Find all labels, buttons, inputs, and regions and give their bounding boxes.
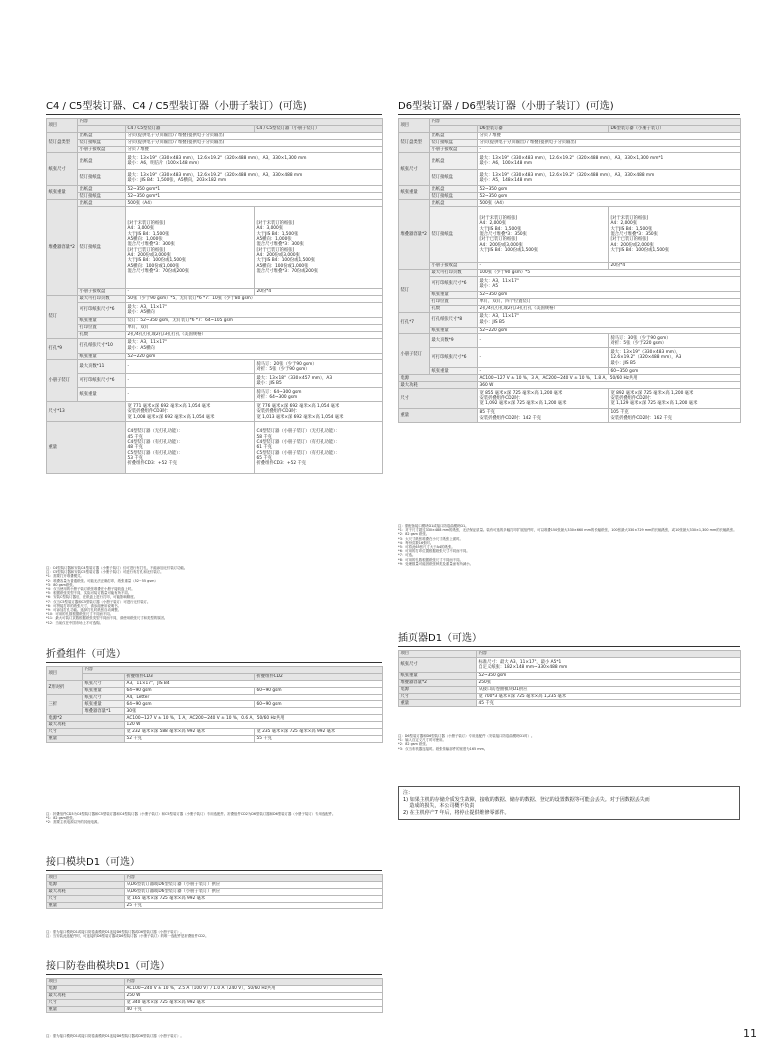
d6-row-label: 最大页数*9 <box>430 334 478 348</box>
fold-row-label: 电源*2 <box>47 715 125 722</box>
ifd1-spec-table <box>46 874 383 909</box>
d6-cell: 2孔/4孔打孔或2孔/3孔打孔（美国规格） <box>478 305 741 312</box>
d6-cell: 单钉，双钉，四个位置装订 <box>478 298 741 305</box>
d6-row-label: 最大可打印页数 <box>430 270 478 277</box>
c4-group-punch: 打孔*9 <box>47 338 78 360</box>
fold-row-label: 最大功耗 <box>47 722 125 729</box>
d6-row-label: 出纸盘 <box>430 132 478 139</box>
fold-cell: A3，11×17"，JIS B4 <box>125 680 383 687</box>
inserter-section-title: 插页器D1（可选） <box>398 632 740 647</box>
d6-row-label: 纸张重量 <box>430 368 478 375</box>
c4-cell: C4型装订器（小册子装订）（无打孔功能）： 58 千克 C4型装订器（小册子装订）（有打孔功能）： 61 千克 C5型装订器（小册子装订）（有打孔功能）： 65 千克 折叠组件CD3：+52 千克 <box>255 422 383 474</box>
ifd1-cell: 从D6型装订器或D6型装订器（小册子装订）供应 <box>125 881 383 888</box>
decurl-cell: 宽 340 毫米×深 725 毫米×高 992 毫米 <box>125 999 383 1006</box>
c4-cell: - <box>126 388 255 402</box>
fold-group-z: Z形对折 <box>47 680 83 694</box>
fold-row-label: 尺寸 <box>47 729 125 736</box>
fold-cell: 宽 232 毫米×深 588 毫米×高 992 毫米 <box>125 729 255 736</box>
fold-row-label: 纸张重量 <box>83 687 125 694</box>
c4-cell: 20份*4 <box>255 289 383 296</box>
inserter-cell: 从接口防卷曲模块D1供应 <box>477 686 741 693</box>
d6-cell: 52~350 gsm <box>478 193 741 200</box>
c4-cell: 52~350 gsm*1 <box>126 193 383 200</box>
d6-row-label: 重量 <box>399 409 478 423</box>
d6-cell: 20份*4 <box>609 263 741 270</box>
fold-cell: A4，Letter <box>125 694 383 701</box>
important-notice-box: 注： 1) 如果主机的存储介质发生故障，接收的数据、储存的数据、登记的设置数据等可能会丢失。对于因数据丢失而 造成的损失，本公司概不负责 2) 在主机停产7 年后，将停止提供维修零部件。 <box>398 786 740 820</box>
c4-cell: - <box>126 374 255 388</box>
c4-row-label: 孔数 <box>78 331 126 338</box>
fold-cell: 120 W <box>125 722 383 729</box>
d6-cell: AC100~127 V ± 10 %，3 A，AC200~240 V ± 10 %，1.8 A，50/60 Hz共用 <box>478 375 741 382</box>
ifd1-row-label: 重量 <box>47 902 125 909</box>
d6-cell: 宽 855 毫米×深 725 毫米×高 1,200 毫米 安装折叠组件CD2时： 宽 1,092 毫米×深 725 毫米×高 1,200 毫米 <box>478 389 609 409</box>
d6-row-label: 尺寸 <box>399 389 478 409</box>
header-item: 项目 <box>47 119 78 133</box>
ifd1-section-title: 接口模块D1（可选） <box>46 856 382 871</box>
header-item: 项目 <box>47 667 83 681</box>
d6-notes: 注：需配备接口模块D1或接口防卷曲模块D1。 *1：对于尺寸超过330×488 mm的纸张，无法保证质量。装有可选的多幅打印扩展组件时，可以堆叠150张最大330×660 mm的长幅纸张，100张最大330×729 mm的长幅纸张，或10张最大330×1,300 mm的长幅纸张。 *2：82 gsm 纸张。 *3：大尺寸纸张堆叠在小尺寸纸张上面时。 *4：每份页数16张时。 *5：可将此65张尺寸大于A4的纸张。 *6：可用的打印位置根据纸张尺寸不同而不同。 *7：可选。 *8：可用的孔数根据纸张尺寸不同而不同。 *9：处理数量可能因纸张种类及重量而有所减小。 <box>398 524 737 566</box>
c4-cell: C4型装订器（无打孔功能）： 45 千克 C4型装订器（有打孔功能）： 48 千克 C5型装订器（有打孔功能）： 53 千克 折叠组件CD3：+52 千克 <box>126 422 255 474</box>
d6-row-label: 出纸盘 <box>430 153 478 170</box>
decurl-row-label: 电源 <box>47 985 125 992</box>
d6-cell: - <box>478 263 609 270</box>
d6-cell: 骑马订：30张（少于90 gsm） 对折：5张（少于220 gsm） <box>609 334 741 348</box>
d6-cell: 100张（少于90 gsm）*5 <box>478 270 741 277</box>
d6-header-empty <box>430 125 478 132</box>
inserter-row-label: 重量 <box>399 700 477 707</box>
decurl-row-label: 尺寸 <box>47 999 125 1006</box>
header-item: 项目 <box>47 875 125 882</box>
decurl-notes: 注：需为接口模块D1或接口防卷曲模块D1连接D6型装订器或D6型装订器（小册子装订）。 <box>46 1034 184 1038</box>
d6-cell: 105 千克 安装折叠组件CD2时：162 千克 <box>609 409 741 423</box>
c4-spec-table <box>46 118 383 474</box>
c4-cell: [对于未装订的纸张] A4：3,000张 大于JIS B4：1,500张 A5横向：1,000张 混合尺寸堆叠*3：300张 [对于已装订的纸张] A4：200份或3,000张 大于JIS B4：100份或1,500张 A5横向：100份或1,000张 混合尺寸堆叠*3：70份或200张 <box>126 207 255 289</box>
d6-row-label: 装订接纸盘 <box>430 139 478 146</box>
d6-cell: [对于未装订的纸张] A4：2,000张 大于JIS B4：1,500张 混合尺寸堆叠*3：350张 [对于已装订的纸张] A4：200份或2,000张 大于JIS B4：100份或1,500张 <box>609 207 741 263</box>
c4-cell: 2孔/4孔打孔或2孔/3孔打孔（美国规格） <box>126 331 383 338</box>
fold-row-label: 重量 <box>47 735 125 742</box>
d6-group-paper-weight: 纸张重量 <box>399 186 430 200</box>
c4-group-booklet: 小册子装订 <box>47 360 78 402</box>
d6-row-label: 出纸盘 <box>430 186 478 193</box>
d6-cell: - <box>478 334 609 348</box>
fold-cell: 64~90 gsm <box>125 687 255 694</box>
ifd1-notes: 注：需为接口模块D1或接口防卷曲模块D1连接D6型装订器或D6型装订器（小册子装订）。 注：当安装此选配件时，可连接的D6型装订器或D6型装订器（小册子装订）的唯一选配件是折叠组件CD2。 <box>46 930 209 939</box>
c4-group-size: 尺寸*13 <box>47 402 126 422</box>
d6-row-label: 小册子接收盘 <box>430 263 478 270</box>
d6-cell: 分页 / 堆叠 <box>478 132 741 139</box>
c4-cell: 分页(提供电子分页输出) / 堆叠(提供电子分页输出) <box>126 139 383 146</box>
c4-row-label: 纸张重量 <box>78 317 126 324</box>
d6-cell: 宽 892 毫米×深 725 毫米×高 1,200 毫米 安装折叠组件CD2时： 宽 1,129 毫米×深 725 毫米×高 1,200 毫米 <box>609 389 741 409</box>
fold-header-model1: 折叠组件CD3 <box>125 673 255 680</box>
c4-row-label: 出纸盘 <box>78 132 126 139</box>
c4-group-weight: 重量 <box>47 422 126 474</box>
c4-row-label: 最大可打印页数 <box>78 296 126 303</box>
d6-spec-table <box>398 118 741 423</box>
d6-row-label: 电源 <box>399 375 478 382</box>
d6-header-model2: D6型装订器（小册子装订） <box>609 125 741 132</box>
ifd1-row-label: 尺寸 <box>47 895 125 902</box>
c4-header-model2: C4 / C5型装订器（小册子装订） <box>255 125 383 132</box>
fold-row-label: 堆叠器容量*1 <box>83 708 125 715</box>
d6-row-label: 装订接纸盘 <box>430 193 478 200</box>
c4-row-label: 出纸盘 <box>78 200 126 207</box>
d6-cell: 52~350 gsm <box>478 186 741 193</box>
c4-cell: - <box>126 289 255 296</box>
inserter-row-label: 纸张重量 <box>399 672 477 679</box>
c4-row-label: 小册子接收盘 <box>78 289 126 296</box>
c4-row-label: 出纸盘 <box>78 186 126 193</box>
d6-cell: 52~350 gsm <box>478 291 741 298</box>
d6-cell: - <box>478 146 741 153</box>
c4-cell: 装订：52~350 gsm，无钉装订*6 *7：64~105 gsm <box>126 317 383 324</box>
fold-header-model2: 折叠组件CD2 <box>255 673 383 680</box>
fold-cell: 55 千克 <box>255 735 383 742</box>
c4-group-stack: 堆叠器容量*2 <box>47 200 78 296</box>
c4-cell: 单钉，双钉 <box>126 324 383 331</box>
d6-row-label: 装订接纸盘 <box>430 170 478 186</box>
decurl-row-label: 最大功耗 <box>47 992 125 999</box>
c4-row-label: 装订接纸盘 <box>78 193 126 200</box>
c4-cell: 500张（A4） <box>126 200 383 207</box>
c4-header-empty <box>78 125 126 132</box>
d6-cell: 52~220 gsm <box>478 327 741 334</box>
c4-row-label: 装订接纸盘 <box>78 139 126 146</box>
fold-cell: 宽 235 毫米×深 725 毫米×高 992 毫米 <box>255 729 383 736</box>
c4-group-staple: 装订 <box>47 296 78 339</box>
header-content: 内容 <box>477 651 741 658</box>
c4-section-title: C4 / C5型装订器、C4 / C5型装订器（小册子装订）(可选) <box>46 100 382 115</box>
inserter-spec-table <box>398 650 741 707</box>
c4-cell: 最大：13×19"（330×483 mm），12.6×19.2"（320×488 mm），A3，330×1,300 mm 最小：A6，明信片（100×148 mm） <box>126 153 383 170</box>
decurl-cell: 250 W <box>125 992 383 999</box>
fold-group-tri: 三折 <box>47 694 83 715</box>
inserter-cell: 标准尺寸：最大 A3，11×17"，最小 A5*1 自定义纸张：182×148 mm~330×488 mm <box>477 657 741 672</box>
d6-row-label: 孔数 <box>430 305 478 312</box>
inserter-cell: 52~350 gsm <box>477 672 741 679</box>
d6-group-staple: 装订 <box>399 270 430 313</box>
c4-notes: 注：C4型装订器和安装C4型装订器（小册子装订）仅可进行有打孔，不能添加无钉装订功能。 注：C5型装订器和安装C5型装订器（小册子装订）可进行有打孔和无钉装订。 *1：需要打开堆叠模式。 *2：堆叠容量为普通纸张。可能无法正确打印，纸张重量（52~55 gsm） *3：80 gsm纸张。 *4：仅当使用的小册子装订纸张堆叠在小册子接收盘上时。 *5：根据纸张类型不同，实际可装订数量可能有所不同。 *6：安装C型装订器后，在纸盘上进行打印，可能影响精度。 *7：仅当C5型装订器和C5型装订器（小册子装订）可进行无钉装订。 *8：可拼接打印的纸张尺寸，请参阅使用说明书。 *9：可添加打孔功能。选择打孔时纸张自动调整。 *10：可用的孔数根据纸张尺寸不同而不同。 *11：最大可装订页数根据纸张类型不同而不同，请使用纸张尺寸和类型的原因。 *12：当前仅在中国市场上才可选购。 <box>46 566 188 625</box>
c4-cell: [对于未装订的纸张] A4：3,000张 大于JIS B4：1,500张 A5横向：1,000张 混合尺寸堆叠*3：300张 [对于已装订的纸张] A4：200份或3,000张 大于JIS B4：100份或1,500张 A5横向：100份或1,000张 混合尺寸堆叠*3：70份或200张 <box>255 207 383 289</box>
c4-cell: - <box>126 360 255 374</box>
c4-row-label: 出纸盘 <box>78 153 126 170</box>
c4-group-tray-type: 装订盘类型 <box>47 132 78 153</box>
ifd1-cell: 宽 165 毫米×深 725 毫米×高 992 毫米 <box>125 895 383 902</box>
fold-row-label: 纸张重量 <box>83 701 125 708</box>
header-item: 项目 <box>399 651 477 658</box>
fold-cell: 60~90 gsm <box>255 687 383 694</box>
c4-cell: 骑马订：20张（少于90 gsm） 对折：5张（少于90 gsm） <box>255 360 383 374</box>
c4-row-label: 打孔纸张尺寸*10 <box>78 338 126 353</box>
d6-row-label: 纸张重量 <box>430 327 478 334</box>
c4-cell: 宽 776 毫米×深 692 毫米×高 1,054 毫米 安装折叠组件CD3时： 宽 1,013 毫米×深 692 毫米×高 1,054 毫米 <box>255 402 383 422</box>
header-item: 项目 <box>47 979 125 986</box>
inserter-cell: 250张 <box>477 679 741 686</box>
inserter-notes: 注：D6型装订器和D6型装订器（小册子装订）专用选配件（安装接口防卷曲模块D1时）。 *1：输入自定义尺寸时可使用。 *2：82 gsm 纸张。 *3：仅当布机器连接时。纸张传输部件的宽度为165 mm。 <box>398 734 535 751</box>
ifd1-row-label: 最大功耗 <box>47 888 125 895</box>
c4-group-paper-weight: 纸张重量 <box>47 186 78 200</box>
fold-cell: 52 千克 <box>125 735 255 742</box>
d6-cell: 最大：13×19"（330×483 mm），12.6×19.2"（320×488 mm），A3，330×488 mm 最小：A5，148×148 mm <box>478 170 741 186</box>
c4-row-label: 可打印纸张尺寸*6 <box>78 302 126 317</box>
decurl-section-title: 接口防卷曲模块D1（可选） <box>46 960 382 975</box>
c4-row-label: 装订接纸盘 <box>78 170 126 186</box>
c4-row-label: 纸张重量 <box>78 388 126 402</box>
d6-cell: - <box>478 368 609 375</box>
c4-cell: 50张（少于90 gsm）*5，无钉装订*6 *7：10张（少于80 gsm） <box>126 296 383 303</box>
d6-group-tray-type: 装订盘类型 <box>399 132 430 153</box>
d6-cell: 最大：13×19"（330×483 mm），12.6×19.2"（320×488 mm），A3，330×1,300 mm*1 最小：A6，100×148 mm <box>478 153 741 170</box>
fold-row-label: 纸张尺寸 <box>83 680 125 687</box>
decurl-row-label: 重量 <box>47 1006 125 1013</box>
c4-row-label: 最大页数*11 <box>78 360 126 374</box>
d6-group-paper-size: 纸张尺寸 <box>399 153 430 186</box>
fold-cell: 30张 <box>125 708 383 715</box>
decurl-spec-table <box>46 978 383 1013</box>
d6-row-label: 装订接纸盘 <box>430 207 478 263</box>
d6-section-title: D6型装订器 / D6型装订器（小册子装订）(可选) <box>398 100 740 115</box>
fold-notes: 注：折叠组件CD3为C4型装订器和C5型装订器和C4型装订器（小册子装订）和C5型装订器（小册子装订）专用选配件。折叠组件CD2为D6型装订器和D6型装订器（小册子装订）专用选配件。 *1：82 gsm纸张。 *2：需要主机电源以外的其他电源。 <box>46 812 336 825</box>
page-number: 11 <box>743 1027 757 1040</box>
inserter-cell: 宽 700*3 毫米×深 725 毫米×高 1,235 毫米 <box>477 693 741 700</box>
d6-cell: 85 千克 安装折叠组件CD2时：142 千克 <box>478 409 609 423</box>
d6-row-label: 最大功耗 <box>399 382 478 389</box>
header-content: 内容 <box>78 119 383 126</box>
c4-cell: 52~350 gsm*1 <box>126 186 383 193</box>
d6-row-label: 出纸盘 <box>430 200 478 207</box>
d6-cell: 分页(提供电子分页输出) / 堆叠(提供电子分页输出) <box>478 139 741 146</box>
c4-cell: 最大：A3，11×17" 最小：A5横向 <box>126 302 383 317</box>
d6-cell: 60~350 gsm <box>609 368 741 375</box>
fold-header-empty <box>83 673 125 680</box>
fold-section-title: 折叠组件（可选） <box>46 648 382 663</box>
fold-row-label: 纸张尺寸 <box>83 694 125 701</box>
inserter-row-label: 堆叠器容量*2 <box>399 679 477 686</box>
fold-cell: AC100~127 V ± 10 %，1 A，AC200~240 V ± 10 %，0.6 A，50/60 Hz共用 <box>125 715 383 722</box>
c4-cell: 宽 771 毫米×深 692 毫米×高 1,054 毫米 安装折叠组件CD3时： 宽 1,008 毫米×深 692 毫米×高 1,054 毫米 <box>126 402 255 422</box>
inserter-row-label: 电源 <box>399 686 477 693</box>
fold-cell: 60~90 gsm <box>255 701 383 708</box>
c4-row-label: 小册子接收盘 <box>78 146 126 153</box>
c4-header-model1: C4 / C5型装订器 <box>126 125 255 132</box>
d6-row-label: 纸张重量 <box>430 291 478 298</box>
c4-cell: 最大：13×18"（330×457 mm），A3 最小：JIS B5 <box>255 374 383 388</box>
header-content: 内容 <box>125 979 383 986</box>
d6-group-stack: 堆叠器容量*2 <box>399 200 430 270</box>
ifd1-cell: 25 千克 <box>125 902 383 909</box>
inserter-cell: 45 千克 <box>477 700 741 707</box>
d6-cell: 最大：13×19"（330×483 mm）， 12.6×19.2"（320×488 mm），A3 最小：JIS B5 <box>609 348 741 368</box>
c4-cell: 最大：13×19"（330×483 mm），12.6×19.2"（320×488 mm），A3，330×488 mm 最小：JIS B4：1,500张，A5横向，203×182 mm <box>126 170 383 186</box>
d6-row-label: 可打印纸张尺寸*6 <box>430 348 478 368</box>
c4-cell: 骑马订：64~300 gsm 对折：64~300 gsm <box>255 388 383 402</box>
c4-cell: 分页(提供电子分页输出) / 堆叠(提供电子分页输出) <box>126 132 383 139</box>
c4-group-paper-size: 纸张尺寸 <box>47 153 78 186</box>
header-item: 项目 <box>399 119 430 133</box>
inserter-row-label: 纸张尺寸 <box>399 657 477 672</box>
header-content: 内容 <box>430 119 741 126</box>
c4-row-label: 打印位置 <box>78 324 126 331</box>
d6-cell: 500张（A4） <box>478 200 741 207</box>
c4-row-label: 可打印纸张尺寸*6 <box>78 374 126 388</box>
c4-cell: 52~220 gsm <box>126 353 383 360</box>
decurl-cell: AC100~240 V ± 10 %，2.5 A（100 V）/ 1.0 A（240 V），50/60 Hz共用 <box>125 985 383 992</box>
d6-row-label: 打孔纸张尺寸*8 <box>430 312 478 327</box>
c4-row-label: 纸张重量 <box>78 353 126 360</box>
c4-row-label: 装订接纸盘 <box>78 207 126 289</box>
d6-cell: 最大：A3，11×17" 最小：A5 <box>478 276 741 291</box>
ifd1-cell: 从D6型装订器或D6型装订器（小册子装订）供应 <box>125 888 383 895</box>
d6-cell: 最大：A3，11×17" 最小：JIS B5 <box>478 312 741 327</box>
d6-group-punch: 打孔*7 <box>399 312 430 334</box>
decurl-cell: 40 千克 <box>125 1006 383 1013</box>
d6-row-label: 小册子接收盘 <box>430 146 478 153</box>
c4-cell: 分页 / 堆叠 <box>126 146 383 153</box>
d6-header-model1: D6型装订器 <box>478 125 609 132</box>
d6-cell: [对于未装订的纸张] A4：2,000张 大于JIS B4：1,500张 混合尺寸堆叠*3：350张 [对于已装订的纸张] A4：200份或3,000张 大于JIS B4：100份或1,500张 <box>478 207 609 263</box>
c4-cell: 最大：A3，11×17" 最小：A5横向 <box>126 338 383 353</box>
fold-cell: 64~90 gsm <box>125 701 255 708</box>
d6-row-label: 打印位置 <box>430 298 478 305</box>
inserter-row-label: 尺寸 <box>399 693 477 700</box>
fold-spec-table <box>46 666 383 743</box>
d6-cell: 360 W <box>478 382 741 389</box>
d6-cell: - <box>478 348 609 368</box>
header-content: 内容 <box>125 875 383 882</box>
header-content: 内容 <box>83 667 383 674</box>
d6-row-label: 可打印纸张尺寸*6 <box>430 276 478 291</box>
d6-group-booklet: 小册子装订 <box>399 334 430 375</box>
ifd1-row-label: 电源 <box>47 881 125 888</box>
